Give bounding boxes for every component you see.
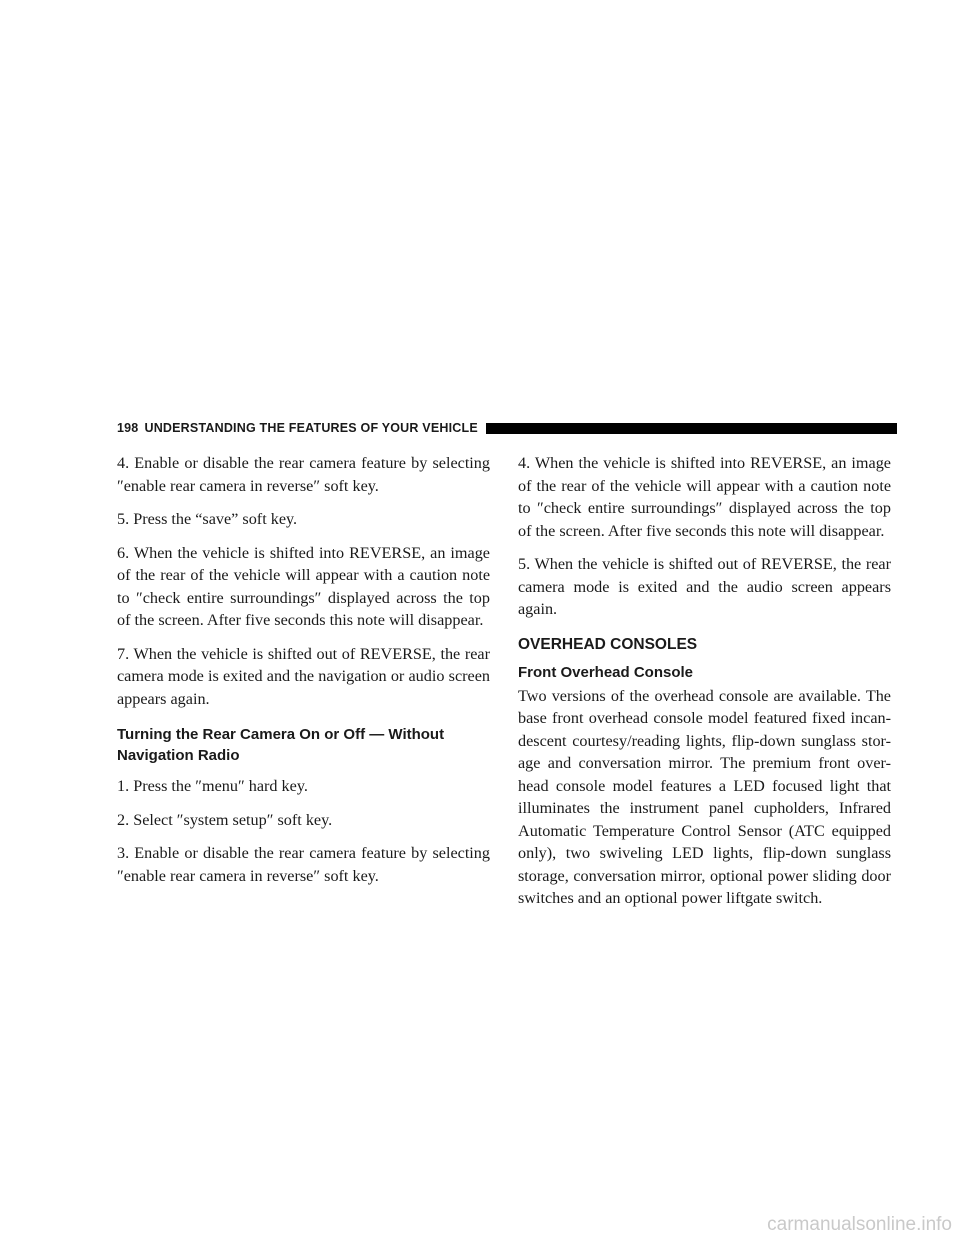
paragraph: 3. Enable or disable the rear camera feature by selecting ″enable rear camera in reverse″ soft key. [117,844,490,885]
section-heading: OVERHEAD CONSOLES [518,635,698,653]
paragraph: 4. Enable or disable the rear camera feature by selecting ″enable rear camera in reverse″ soft key. [117,454,490,495]
paragraph: 1. Press the ″menu″ hard key. [117,777,308,795]
paragraph: 4. When the vehicle is shifted into REVERSE, an image of the rear of the vehicle will appear with a caution note to ″check entire surroundings″ displayed across the top of the screen. After five seconds this note will disappear. [518,454,891,540]
paragraph: 5. Press the “save” soft key. [117,510,298,528]
left-column [117,452,490,898]
page-header [117,420,897,436]
subsection-heading: Front Overhead Console [518,663,694,681]
right-column [518,452,891,921]
watermark: carmanualsonline.info [767,1214,952,1235]
paragraph: Two versions of the overhead console are available. The base front overhead console model featured fixed incan-descent courtesy/reading lights, flip-down sunglass stor-age and conversation mirror. The premium front over-head console model features a LED focused light that illuminates the instrument panel cupholders, Infrared Automatic Temperature Control Sensor (ATC equipped only), two swiveling LED lights, flip-down sunglass storage, conversation mirror, optional power sliding door switches and an optional power liftgate switch. [518,686,891,907]
paragraph: 5. When the vehicle is shifted out of REVERSE, the rear camera mode is exited and the audio screen appears again. [518,555,891,618]
header-rule [486,423,897,434]
subsection-heading: Turning the Rear Camera On or Off — Without Navigation Radio [117,726,445,764]
page-number: 198 [117,421,139,435]
paragraph: 2. Select ″system setup″ soft key. [117,810,333,829]
paragraph: 7. When the vehicle is shifted out of REVERSE, the rear camera mode is exited and the navigation or audio screen appears again. [117,644,490,708]
paragraph: 6. When the vehicle is shifted into REVERSE, an image of the rear of the vehicle will appear with a caution note to ″check entire surroundings″ displayed across the top of the screen. After five seconds this note will disappear. [117,543,490,629]
section-title: UNDERSTANDING THE FEATURES OF YOUR VEHICLE [144,421,478,435]
